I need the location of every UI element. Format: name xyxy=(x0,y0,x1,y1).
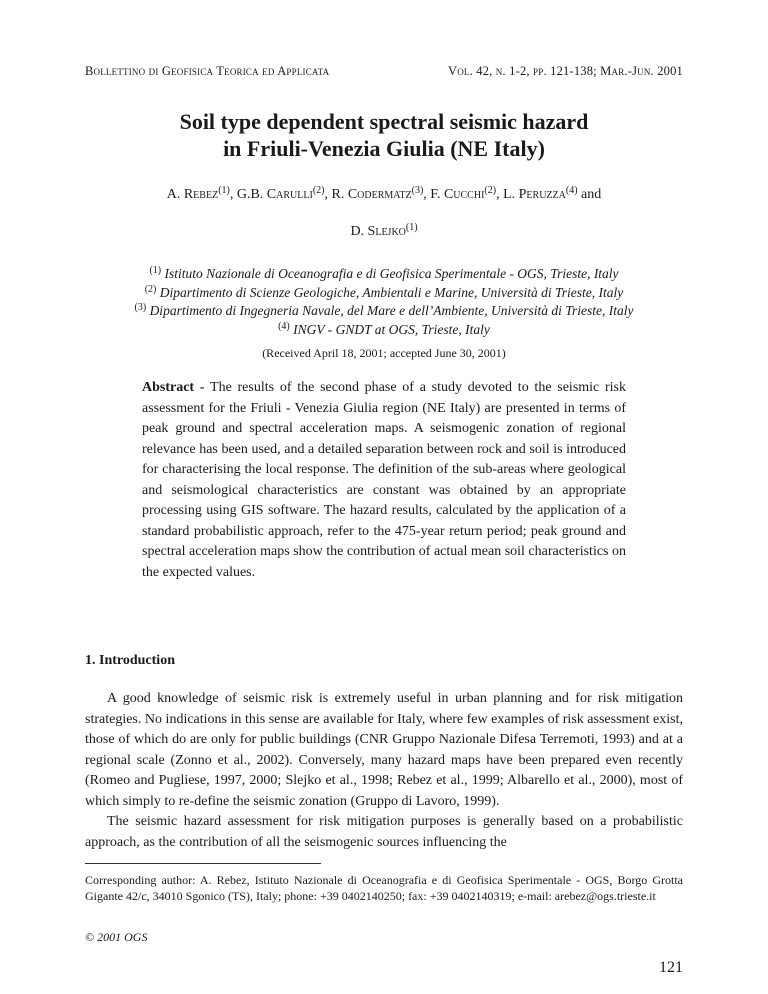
author-name: F. Cucchi xyxy=(430,187,485,202)
received-dates: (Received April 18, 2001; accepted June 30, 2001) xyxy=(262,346,506,360)
author-separator: , xyxy=(496,187,504,202)
author-affiliation-mark: (4) xyxy=(565,185,578,196)
author-separator: , xyxy=(423,187,431,202)
author-separator: and xyxy=(577,187,602,202)
affiliation-text: Dipartimento di Ingegneria Navale, del Mare e dell’Ambiente, Università di Trieste, Italy xyxy=(149,303,634,318)
author-name: A. Rebez xyxy=(166,187,219,202)
author-affiliation-mark: (1) xyxy=(218,185,230,196)
section-body xyxy=(85,689,683,853)
running-head xyxy=(85,64,683,82)
author-name: D. Slejko xyxy=(350,224,406,239)
author-line-1 xyxy=(85,176,683,213)
author-affiliation-mark: (1) xyxy=(405,222,418,233)
abstract-label: Abstract - xyxy=(142,380,205,395)
abstract-text: The results of the second phase of a study devoted to the seismic risk assessment for the Friuli - Venezia Giulia region (NE Italy) are presented in terms of peak ground and spectral acceleration maps. A seismogenic zonation of regional relevance has been used, and a detailed separation between rock and soil is introduced for characterising the local response. The definition of the sub-areas where geological and seismological characteristics are constant was obtained by an appropriate processing using GIS software. The hazard results, calculated by the application of a standard probabilistic approach, refer to the 475-year return period; peak ground and spectral acceleration maps show the contribution of actual mean soil characteristics on the expected values. xyxy=(142,380,627,580)
affiliation-mark: (3) xyxy=(134,302,147,313)
author-affiliation-mark: (2) xyxy=(312,185,325,196)
abstract xyxy=(142,378,626,583)
title-line-2: in Friuli-Venezia Giulia (NE Italy) xyxy=(223,136,545,161)
corresponding-author-footnote: Corresponding author: A. Rebez, Istituto Nazionale di Oceanografia e di Geofisica Sperimentale - OGS, Borgo Grotta Gigante 42/c, 34010 Sgonico (TS), Italy; phone: +39 0402140250; fax: +39 0402140319; e-mail: arebez@ogs.trieste.it xyxy=(85,873,683,903)
author-affiliation-mark: (3) xyxy=(411,185,424,196)
affiliation xyxy=(60,302,708,321)
footnote-divider xyxy=(85,863,321,864)
affiliation xyxy=(60,284,708,303)
author-separator: , xyxy=(229,187,237,202)
affiliation-text: Dipartimento di Scienze Geologiche, Ambientali e Marine, Università di Trieste, Italy xyxy=(159,284,624,300)
author-name: R. Codermatz xyxy=(331,187,412,202)
author-line-2 xyxy=(85,213,683,250)
page-number: 121 xyxy=(659,959,683,976)
author-name: G.B. Carulli xyxy=(236,187,313,202)
author-list xyxy=(85,176,683,250)
affiliation-text: Istituto Nazionale di Oceanografia e di Geofisica Sperimentale - OGS, Trieste, Italy xyxy=(164,266,619,281)
author-name: L. Peruzza xyxy=(503,187,566,202)
affiliation-text: INGV - GNDT at OGS, Trieste, Italy xyxy=(293,321,490,337)
affiliation xyxy=(60,321,708,340)
paragraph: A good knowledge of seismic risk is extremely useful in urban planning and for risk mitigation strategies. No indications in this sense are available for Italy, where few examples of risk assessment exist, those of which do are only for public buildings (CNR Gruppo Nazionale Difesa Terremoti, 1993) and at a regional scale (Zonno et al., 2002). Conversely, many hazard maps have been prepared even recently (Romeo and Pugliese, 1997, 2000; Slejko et al., 1998; Rebez et al., 1999; Albarello et al., 2000), most of which simply to re-define the seismic zonation (Gruppo di Lavoro, 1999). xyxy=(85,691,683,809)
author-affiliation-mark: (2) xyxy=(484,185,497,196)
copyright-notice: © 2001 OGS xyxy=(85,930,148,944)
volume-info: Vol. 42, n. 1-2, pp. 121-138; Mar.-Jun. 2001 xyxy=(447,64,683,78)
affiliation-mark: (2) xyxy=(144,283,157,295)
paper-title xyxy=(85,108,683,162)
affiliation xyxy=(60,265,708,284)
affiliation-mark: (4) xyxy=(278,320,290,332)
author-separator: , xyxy=(324,187,332,202)
affiliation-mark: (1) xyxy=(149,265,162,276)
journal-name: Bollettino di Geofisica Teorica ed Applicata xyxy=(85,64,330,78)
section-heading: 1. Introduction xyxy=(85,653,175,668)
affiliation-list xyxy=(60,265,708,339)
title-line-1: Soil type dependent spectral seismic hazard xyxy=(179,109,589,134)
paragraph: The seismic hazard assessment for risk mitigation purposes is generally based on a probabilistic approach, as the contribution of all the seismogenic sources influencing the xyxy=(85,814,683,850)
